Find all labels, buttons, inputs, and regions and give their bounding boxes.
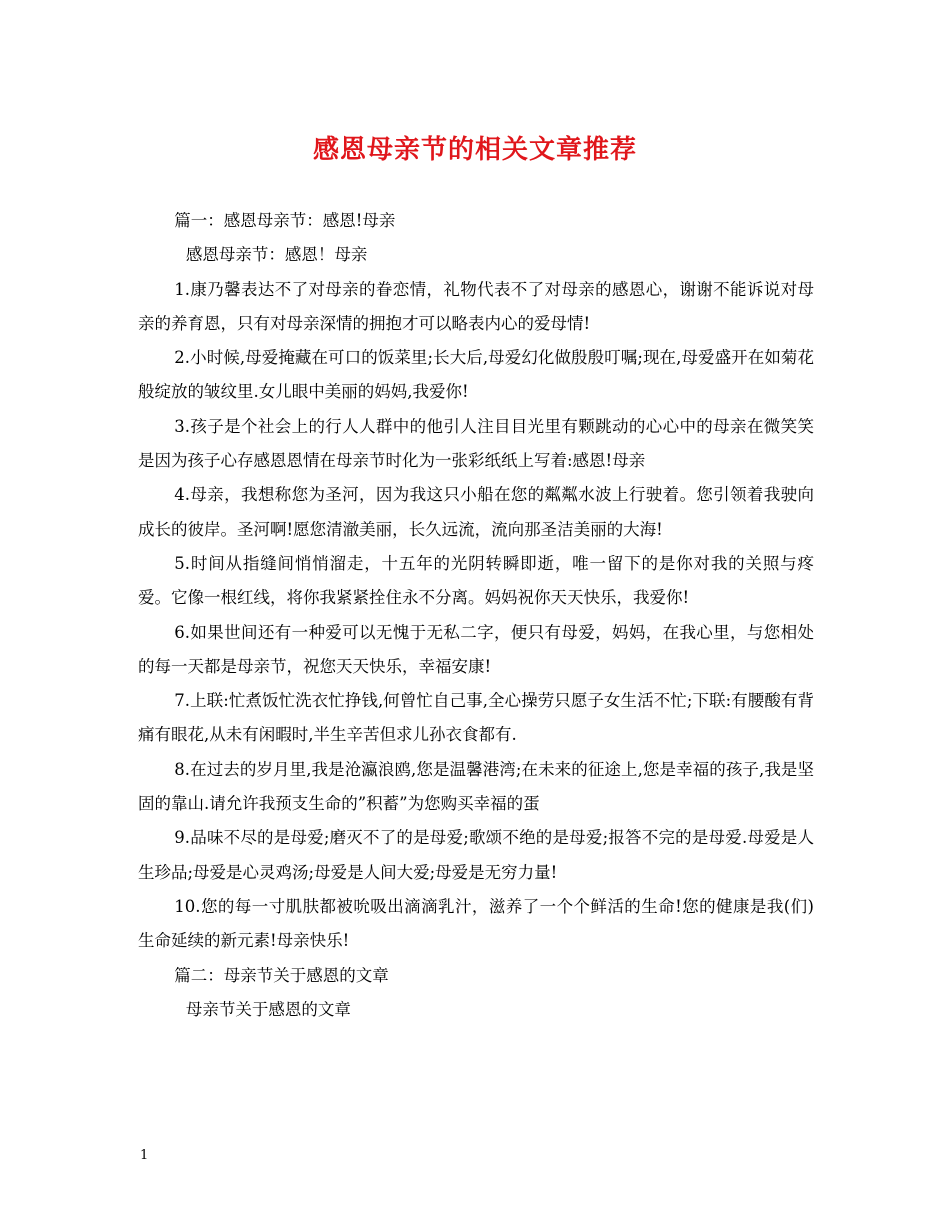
section-subtitle-1: 感恩母亲节：感恩！母亲 xyxy=(185,245,368,265)
paragraph-item-6: 6.如果世间还有一种爱可以无愧于无私二字，便只有母爱，妈妈，在我心里，与您相处的每一天都是母亲节，祝您天天快乐，幸福安康! xyxy=(138,622,814,676)
page-number: 1 xyxy=(140,1148,149,1163)
paragraph-item-1: 1.康乃馨表达不了对母亲的眷恋情，礼物代表不了对母亲的感恩心，谢谢不能诉说对母亲的养育恩，只有对母亲深情的拥抱才可以略表内心的爱母情! xyxy=(138,279,814,333)
paragraph-item-10: 10.您的每一寸肌肤都被吮吸出滴滴乳汁，滋养了一个个鲜活的生命!您的健康是我(们)生命延续的新元素!母亲快乐! xyxy=(138,896,814,951)
section-heading-1: 篇一：感恩母亲节：感恩!母亲 xyxy=(174,211,396,230)
paragraph-item-4: 4.母亲，我想称您为圣河，因为我这只小船在您的粼粼水波上行驶着。您引领着我驶向成长的彼岸。圣河啊!愿您清澈美丽，长久远流，流向那圣洁美丽的大海! xyxy=(138,485,814,539)
document-title: 感恩母亲节的相关文章推荐 xyxy=(312,135,637,165)
paragraph-item-2: 2.小时候,母爱掩藏在可口的饭菜里;长大后,母爱幻化做殷殷叮嘱;现在,母爱盛开在如菊花般绽放的皱纹里.女儿眼中美丽的妈妈,我爱你! xyxy=(138,348,814,402)
document-body xyxy=(138,204,814,1027)
paragraph-item-7: 7.上联:忙煮饭忙洗衣忙挣钱,何曾忙自己事,全心操劳只愿子女生活不忙;下联:有腰酸有背痛有眼花,从未有闲暇时,半生辛苦但求儿孙衣食都有. xyxy=(138,691,814,745)
section-heading-2: 篇二：母亲节关于感恩的文章 xyxy=(174,965,389,985)
paragraph-item-5: 5.时间从指缝间悄悄溜走，十五年的光阴转瞬即逝，唯一留下的是你对我的关照与疼爱。它像一根红线，将你我紧紧拴住永不分离。妈妈祝你天天快乐，我爱你! xyxy=(138,553,814,608)
section-subtitle-2: 母亲节关于感恩的文章 xyxy=(185,999,351,1019)
paragraph-item-3: 3.孩子是个社会上的行人人群中的他引人注目目光里有颗跳动的心心中的母亲在微笑笑是因为孩子心存感恩恩情在母亲节时化为一张彩纸纸上写着:感恩!母亲 xyxy=(138,416,814,471)
paragraph-item-9: 9.品味不尽的是母爱;磨灭不了的是母爱;歌颂不绝的是母爱;报答不完的是母爱.母爱是人生珍品;母爱是心灵鸡汤;母爱是人间大爱;母爱是无穷力量! xyxy=(138,828,814,882)
paragraph-item-8: 8.在过去的岁月里,我是沧瀛浪鸥,您是温馨港湾;在未来的征途上,您是幸福的孩子,我是坚固的靠山.请允许我预支生命的”积蓄”为您购买幸福的蛋 xyxy=(138,759,814,814)
